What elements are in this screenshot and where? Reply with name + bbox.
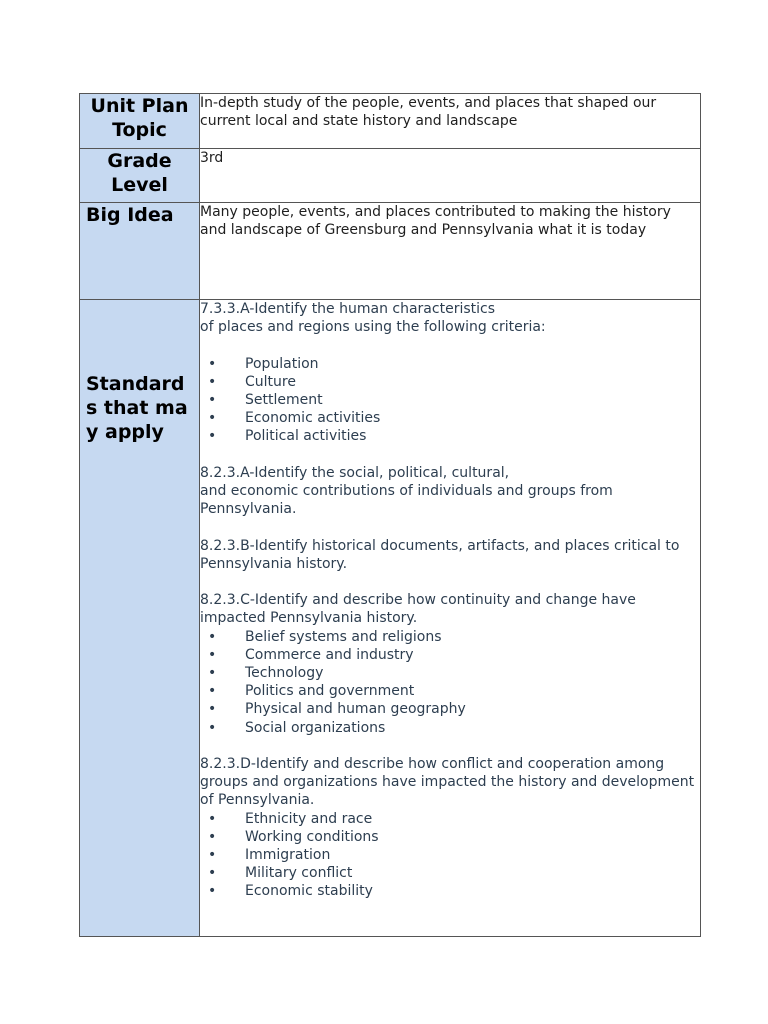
- list-item: • Belief systems and religions: [208, 628, 442, 645]
- spacer: [200, 336, 700, 354]
- big-idea-label: Big Idea: [80, 203, 200, 300]
- list-item: • Immigration: [208, 847, 331, 864]
- list-item: • Culture: [208, 373, 296, 390]
- list-item: • Working conditions: [208, 828, 379, 845]
- list-item: • Political activities: [208, 428, 367, 445]
- list-item: • Physical and human geography: [208, 701, 466, 718]
- grade-level-label: [80, 149, 200, 203]
- bullet-icon: •: [208, 392, 217, 408]
- unit-plan-topic-content: In-depth study of the people, events, and places that shaped our current local and state history and landscape: [200, 94, 701, 149]
- row-big-idea: [80, 203, 701, 300]
- unit-plan-table: [79, 93, 701, 937]
- standards-label: [80, 300, 200, 937]
- list-item: • Politics and government: [208, 683, 415, 700]
- bullet-icon: •: [208, 683, 217, 700]
- bullet-icon: •: [208, 665, 217, 681]
- spacer: [200, 737, 700, 755]
- list-item: • Military conflict: [208, 865, 353, 882]
- bullet-icon: •: [208, 373, 217, 390]
- bullet-icon: •: [208, 410, 217, 427]
- list-item: • Settlement: [208, 392, 323, 408]
- bullet-icon: •: [208, 810, 217, 827]
- bullet-icon: •: [208, 646, 217, 663]
- list-item: • Economic stability: [208, 883, 373, 900]
- row-standards: [80, 300, 701, 937]
- bullet-icon: •: [208, 701, 217, 718]
- standard-7-3-3-a-criteria: [200, 355, 700, 446]
- spacer: [200, 518, 700, 536]
- standard-7-3-3-a-line2: of places and regions using the following criteria:: [200, 319, 546, 336]
- list-item: • Population: [208, 355, 319, 372]
- bullet-icon: •: [208, 847, 217, 864]
- bullet-icon: •: [208, 355, 217, 372]
- bullet-icon: •: [208, 628, 217, 645]
- standards-content: [200, 300, 701, 937]
- row-grade-level: [80, 149, 701, 203]
- standard-8-2-3-b: 8.2.3.B-Identify historical documents, artifacts, and places critical to Pennsylvania history.: [200, 537, 680, 572]
- standard-8-2-3-a-line1: 8.2.3.A-Identify the social, political, cultural,: [200, 464, 510, 481]
- standard-7-3-3-a-line1: 7.3.3.A-Identify the human characteristics: [200, 301, 495, 317]
- row-unit-plan-topic: [80, 94, 701, 149]
- grade-level-content: 3rd: [200, 149, 701, 203]
- unit-plan-topic-label: Unit Plan Topic: [80, 94, 200, 149]
- bullet-icon: •: [208, 719, 217, 736]
- list-item: • Commerce and industry: [208, 646, 414, 663]
- spacer: [200, 573, 700, 591]
- spacer: [200, 446, 700, 464]
- list-item: • Ethnicity and race: [208, 810, 373, 827]
- standard-8-2-3-a-line2: and economic contributions of individuals and groups from Pennsylvania.: [200, 483, 613, 518]
- list-item: • Social organizations: [208, 719, 386, 736]
- big-idea-content: Many people, events, and places contributed to making the history and landscape of Greensburg and Pennsylvania what it is today: [200, 203, 701, 300]
- list-item: • Technology: [208, 665, 324, 681]
- standard-8-2-3-d: 8.2.3.D-Identify and describe how conflict and cooperation among groups and organizations have impacted the history and development of Pennsylvania.: [200, 756, 695, 809]
- standards-label-text: Standards that may apply: [86, 373, 188, 443]
- standard-8-2-3-d-items: [200, 810, 700, 901]
- standard-8-2-3-c-items: [200, 628, 700, 737]
- list-item: • Economic activities: [208, 410, 381, 427]
- bullet-icon: •: [208, 828, 217, 845]
- grade-level-label-text: Grade Level: [107, 150, 172, 196]
- bullet-icon: •: [208, 865, 217, 882]
- standard-8-2-3-c: 8.2.3.C-Identify and describe how continuity and change have impacted Pennsylvania history.: [200, 592, 636, 627]
- bullet-icon: •: [208, 428, 217, 445]
- bullet-icon: •: [208, 883, 217, 900]
